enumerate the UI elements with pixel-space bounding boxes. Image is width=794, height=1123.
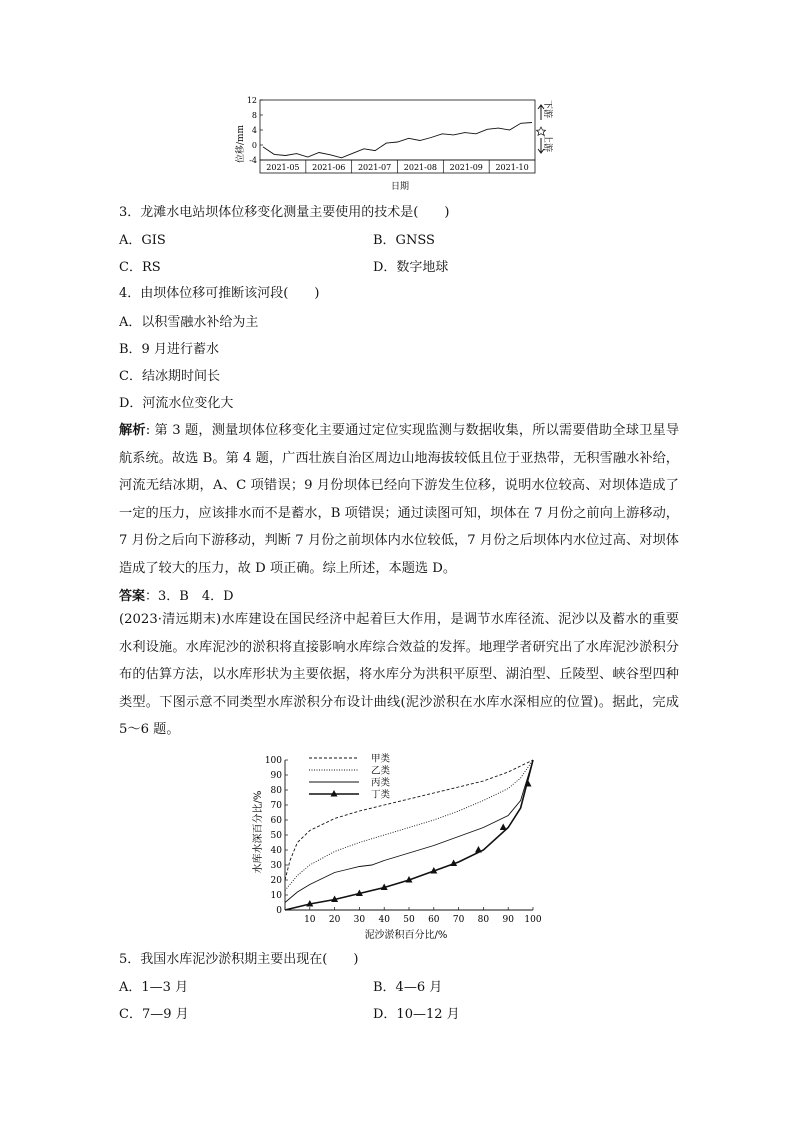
displacement-xtick-label: 2021-05 (266, 163, 300, 172)
sediment-ytick-label: 50 (270, 831, 282, 841)
sediment-series-1 (285, 760, 533, 891)
displacement-ytick-label: 4 (251, 126, 257, 135)
legend-label-2: 丙类 (371, 777, 391, 789)
answer-label: 答案 (119, 589, 146, 604)
legend-label-3: 丁类 (371, 789, 391, 801)
displacement-xtick-label: 2021-06 (312, 163, 346, 172)
q5-option-b[interactable]: B．4—6 月 (373, 980, 443, 995)
sediment-ytick-label: 10 (270, 891, 282, 901)
displacement-xtick-label: 2021-08 (403, 163, 438, 172)
sediment-xtick-label: 60 (428, 915, 440, 925)
legend-label-0: 甲类 (371, 753, 391, 765)
displacement-xtick-label: 2021-07 (357, 163, 392, 172)
sediment-ytick-label: 30 (270, 861, 282, 871)
answer-text: ：3．B 4．D (145, 589, 234, 604)
displacement-series-line (263, 123, 532, 158)
legend-label-1: 乙类 (371, 765, 391, 777)
sediment-ytick-label: 40 (270, 846, 282, 856)
displacement-chart (225, 94, 570, 194)
sediment-ytick-label: 100 (264, 756, 282, 766)
q3-option-d[interactable]: D．数字地球 (373, 260, 449, 275)
displacement-ytick-label: -4 (249, 156, 257, 165)
downstream-label: 下游 (542, 100, 552, 119)
sediment-xlabel: 泥沙淤积百分比/% (364, 930, 448, 941)
q3-option-c[interactable]: C．RS (119, 260, 161, 275)
displacement-ytick-label: 0 (251, 141, 257, 150)
answer-line (119, 587, 234, 607)
upstream-label: 上游 (542, 134, 552, 153)
sediment-series-3 (285, 760, 533, 910)
displacement-plot-frame (260, 100, 535, 160)
q5-option-d[interactable]: D．10—12 月 (373, 1007, 460, 1022)
sediment-marker (500, 824, 507, 831)
q4-option-d[interactable]: D．河流水位变化大 (119, 396, 234, 411)
q4-option-b[interactable]: B．9 月进行蓄水 (119, 342, 219, 357)
displacement-xtick-label: 2021-09 (449, 163, 483, 172)
displacement-ytick-label: 8 (251, 111, 257, 120)
sediment-xtick-label: 40 (378, 915, 390, 925)
q5-option-c[interactable]: C．7—9 月 (119, 1007, 189, 1022)
q4-option-a[interactable]: A．以积雪融水补给为主 (119, 315, 259, 330)
sediment-ytick-label: 80 (270, 786, 282, 796)
displacement-ylabel: 位移/mm (236, 124, 246, 164)
sediment-ytick-label: 70 (270, 801, 282, 811)
sediment-xtick-label: 80 (477, 915, 490, 925)
sediment-ylabel: 水库水深百分比/% (253, 790, 264, 874)
sediment-xtick-label: 50 (403, 915, 415, 925)
intro-paragraph: (2023·清远期末)水库建设在国民经济中起着巨大作用，是调节水库径流、泥沙以及蓄水的重要水利设施。水库泥沙的淤积将直接影响水库综合效益的发挥。地理学者研究出了水库泥沙淤积分布的估算方法，以水库形状为主要依据，将水库分为洪积平原型、湖泊型、丘陵型、峡谷型四种类型。下图示意不同类型水库淤积分布设计曲线(泥沙淤积在水库水深相应的位置)。据此，完成 5～6 题。 (119, 612, 679, 737)
sediment-xtick-label: 20 (328, 915, 341, 925)
displacement-ytick-label: 12 (246, 96, 257, 105)
q3-option-a[interactable]: A．GIS (119, 233, 166, 248)
q3-option-b[interactable]: B．GNSS (373, 233, 435, 248)
q4-option-c[interactable]: C．结冰期时间长 (119, 369, 220, 384)
sediment-ytick-label: 90 (270, 771, 282, 781)
sediment-chart (249, 750, 549, 945)
sediment-xtick-label: 30 (353, 915, 366, 925)
sediment-series-0 (285, 760, 533, 880)
sediment-ytick-label: 20 (270, 876, 282, 886)
sediment-marker (475, 846, 482, 853)
analysis-label: 解析 (119, 423, 146, 438)
q3-stem: 3．龙滩水电站坝体位移变化测量主要使用的技术是( ) (119, 205, 450, 220)
q5-stem: 5．我国水库泥沙淤积期主要出现在( ) (119, 952, 359, 967)
q4-stem: 4．由坝体位移可推断该河段( ) (119, 286, 320, 301)
sediment-ytick-label: 60 (270, 816, 282, 826)
sediment-xtick-label: 10 (304, 915, 316, 925)
sediment-ytick-label: 0 (276, 906, 282, 916)
analysis-paragraph (119, 417, 679, 582)
sediment-xtick-label: 70 (452, 915, 465, 925)
q5-option-a[interactable]: A．1—3 月 (119, 980, 189, 995)
analysis-text: : 第 3 题，测量坝体位移变化主要通过定位实现监测与数据收集，所以需要借助全球卫星导航系统。故选 B。第 4 题，广西壮族自治区周边山地海拔较低且位于亚热带，无积雪融水补给，河流无结冰期，A、C 项错误；9 月份坝体已经向下游发生位移，说明水位较高、对坝体造成了一定的压力，应该排水而不是蓄水，B 项错误；通过读图可知，坝体在 7 月份之前向上游移动，7 月份之后向下游移动，判断 7 月份之前坝体内水位较低，7 月份之后坝体内水位过高、对坝体造成了较大的压力，故 D 项正确。综上所述，本题选 D。 (119, 423, 680, 576)
sediment-xtick-label: 100 (524, 915, 542, 925)
displacement-xlabel: 日期 (390, 182, 410, 192)
sediment-xtick-label: 90 (502, 915, 514, 925)
displacement-xtick-label: 2021-10 (495, 163, 529, 172)
